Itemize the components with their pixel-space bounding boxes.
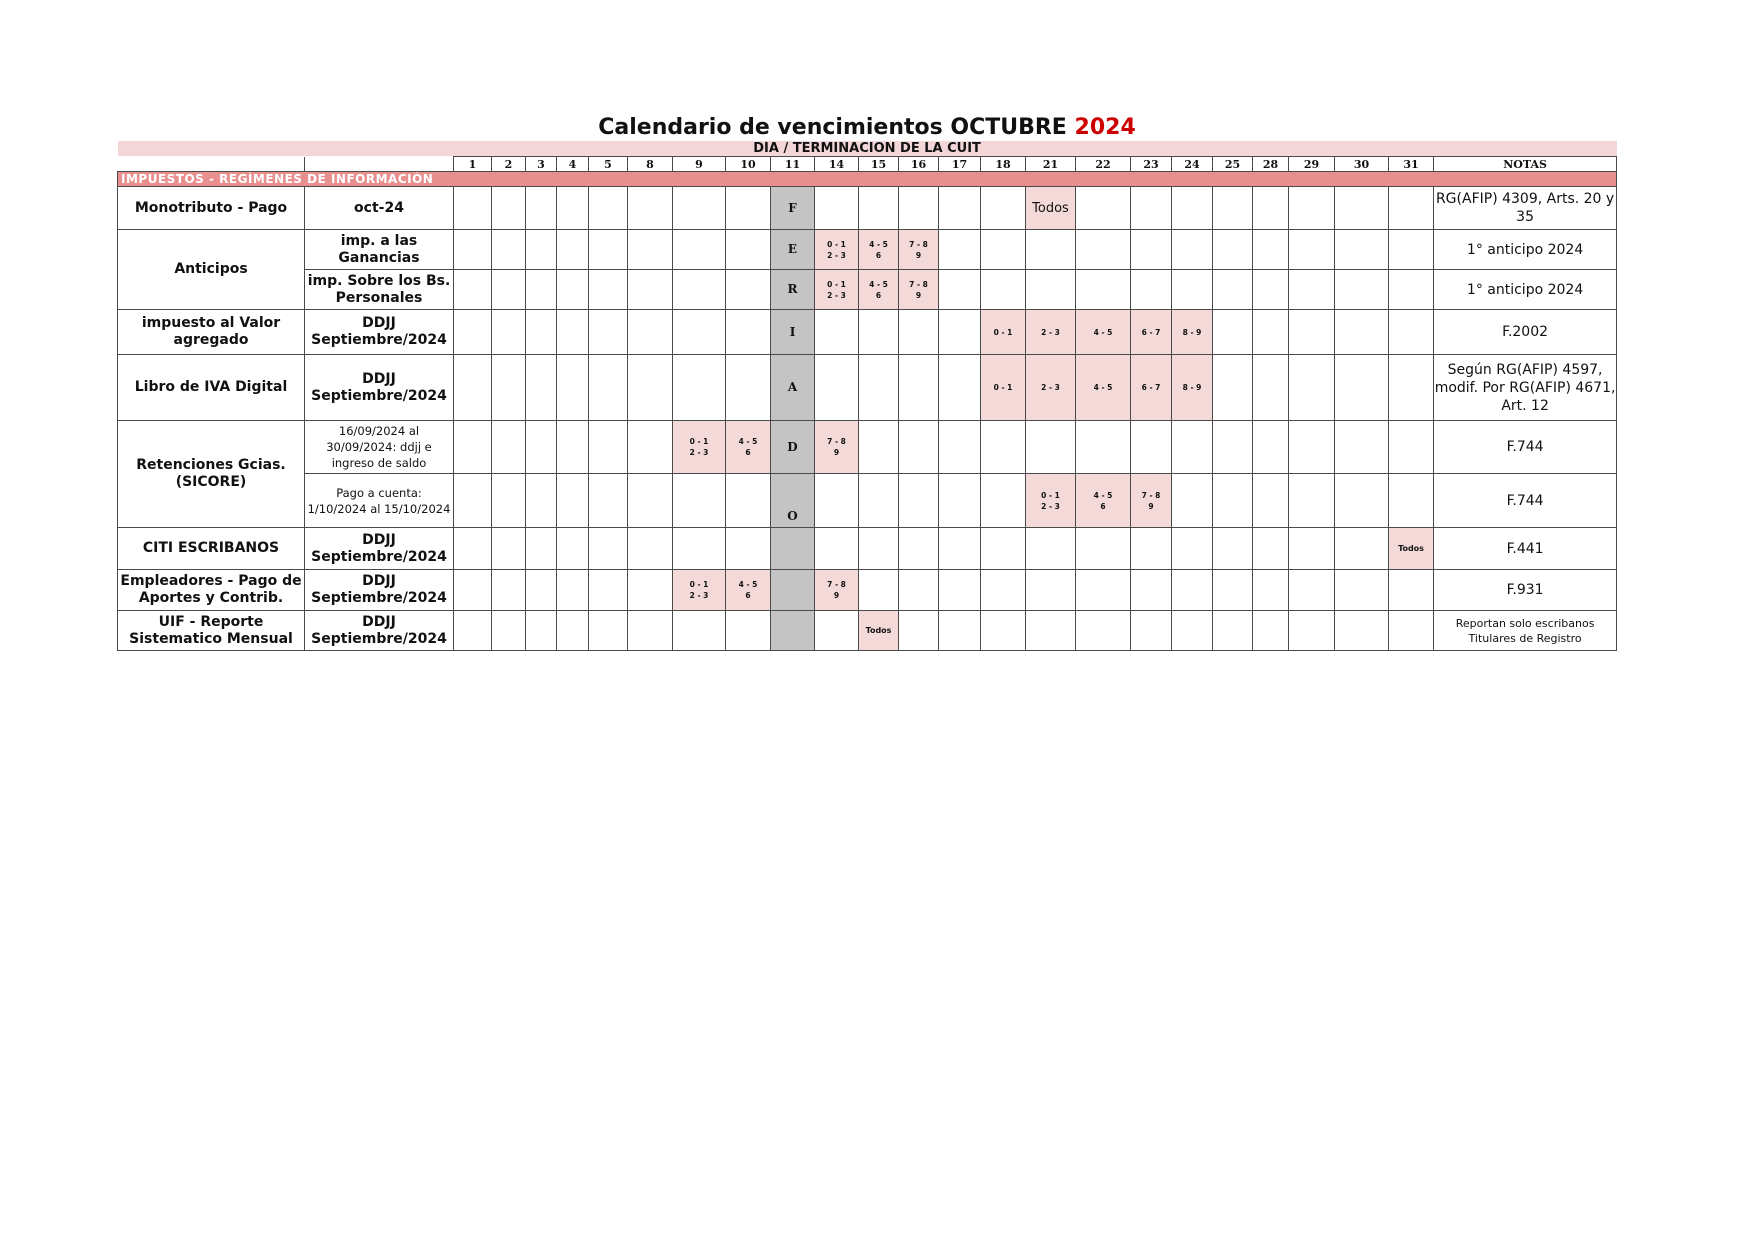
day-header: 28	[1253, 157, 1289, 172]
row-label: Monotributo - Pago	[118, 187, 305, 230]
day-header: 16	[899, 157, 939, 172]
table-row	[118, 230, 1617, 270]
cuit-group: 0 - 1 2 - 3	[689, 580, 709, 600]
cuit-group: 7 - 8 9	[909, 279, 928, 300]
row-label: UIF - Reporte Sistematico Mensual	[118, 611, 305, 651]
cuit-group: 2 - 3	[1041, 383, 1060, 392]
row-sublabel: DDJJ Septiembre/2024	[305, 310, 454, 355]
feriado-cell: A	[771, 355, 815, 421]
row-note: Según RG(AFIP) 4597, modif. Por RG(AFIP) 4671, Art. 12	[1434, 355, 1617, 421]
table-row	[118, 421, 1617, 474]
row-sublabel: imp. Sobre los Bs. Personales	[305, 270, 454, 310]
row-note: F.744	[1434, 474, 1617, 528]
table-row	[118, 570, 1617, 611]
feriado-cell: O	[771, 474, 815, 528]
day-header: 30	[1335, 157, 1389, 172]
day-header: 14	[815, 157, 859, 172]
deadlines-table	[117, 141, 1617, 651]
feriado-cell: D	[771, 421, 815, 474]
cuit-group: 0 - 1 2 - 3	[689, 437, 709, 457]
row-label: impuesto al Valor agregado	[118, 310, 305, 355]
day-header: 1	[454, 157, 492, 172]
row-note: F.744	[1434, 421, 1617, 474]
row-note: 1° anticipo 2024	[1434, 230, 1617, 270]
cuit-group: 4 - 5	[1093, 327, 1113, 337]
feriado-cell	[771, 570, 815, 611]
header-blank	[118, 157, 305, 172]
calendar-sheet	[117, 114, 1617, 651]
row-note: F.441	[1434, 528, 1617, 570]
table-row	[118, 187, 1617, 230]
day-header: 31	[1389, 157, 1434, 172]
table-row	[118, 474, 1617, 528]
day-header: 23	[1131, 157, 1172, 172]
row-note: F.2002	[1434, 310, 1617, 355]
page-title	[117, 114, 1617, 141]
feriado-cell: R	[771, 270, 815, 310]
table-row	[118, 355, 1617, 421]
cuit-group: 0 - 1	[993, 327, 1013, 337]
day-header: 8	[628, 157, 673, 172]
cuit-group: 4 - 5 6	[869, 239, 888, 260]
row-sublabel: DDJJ Septiembre/2024	[305, 355, 454, 421]
row-sublabel: oct-24	[305, 187, 454, 230]
cuit-group: 6 - 7	[1141, 327, 1161, 337]
day-header: 18	[981, 157, 1026, 172]
section-header: IMPUESTOS - REGÍMENES DE INFORMACIÓN	[118, 172, 1617, 187]
row-note: Reportan solo escribanos Titulares de Registro	[1434, 611, 1617, 651]
day-header: 11	[771, 157, 815, 172]
row-sublabel: imp. a las Ganancias	[305, 230, 454, 270]
cuit-group: 0 - 1	[993, 383, 1013, 392]
day-header: 2	[492, 157, 526, 172]
row-sublabel: Pago a cuenta: 1/10/2024 al 15/10/2024	[305, 474, 454, 528]
cuit-group: 7 - 8 9	[909, 239, 928, 260]
feriado-cell: E	[771, 230, 815, 270]
cuit-group: 2 - 3	[1041, 327, 1060, 337]
feriado-cell: I	[771, 310, 815, 355]
row-note: 1° anticipo 2024	[1434, 270, 1617, 310]
deadline-cell: Todos	[1026, 187, 1076, 230]
cuit-group: 8 - 9	[1182, 327, 1202, 337]
table-row	[118, 310, 1617, 355]
feriado-cell: F	[771, 187, 815, 230]
subtitle: DÍA / TERMINACIÓN DE LA CUIT	[118, 141, 1617, 157]
cuit-group: 0 - 1 2 - 3	[1041, 490, 1060, 511]
deadline-cell: Todos	[1389, 528, 1434, 570]
deadline-cell: Todos	[859, 611, 899, 651]
cuit-group: 7 - 8 9	[1141, 490, 1161, 511]
cuit-group: 7 - 8 9	[827, 580, 846, 600]
table-row	[118, 270, 1617, 310]
day-header: 5	[589, 157, 628, 172]
cuit-group: 0 - 1 2 - 3	[827, 239, 846, 260]
day-header: 9	[673, 157, 726, 172]
cuit-group: 6 - 7	[1141, 383, 1161, 392]
header-blank	[305, 157, 454, 172]
row-label: CITI ESCRIBANOS	[118, 528, 305, 570]
day-header: 3	[526, 157, 557, 172]
day-header: 24	[1172, 157, 1213, 172]
day-header: 4	[557, 157, 589, 172]
cuit-group: 4 - 5 6	[738, 437, 758, 457]
cuit-group: 7 - 8 9	[827, 437, 846, 457]
row-sublabel: DDJJ Septiembre/2024	[305, 611, 454, 651]
days-header-row	[118, 157, 1617, 172]
feriado-cell	[771, 528, 815, 570]
row-note: RG(AFIP) 4309, Arts. 20 y 35	[1434, 187, 1617, 230]
feriado-cell	[771, 611, 815, 651]
day-header: 29	[1289, 157, 1335, 172]
cuit-group: 4 - 5	[1093, 383, 1113, 392]
day-header: 25	[1213, 157, 1253, 172]
row-sublabel: DDJJ Septiembre/2024	[305, 570, 454, 611]
cuit-group: 4 - 5 6	[1093, 490, 1113, 511]
subtitle-row	[118, 141, 1617, 157]
cuit-group: 4 - 5 6	[869, 279, 888, 300]
row-sublabel: DDJJ Septiembre/2024	[305, 528, 454, 570]
cuit-group: 0 - 1 2 - 3	[827, 279, 846, 300]
row-label: Libro de IVA Digital	[118, 355, 305, 421]
cuit-group: 4 - 5 6	[738, 580, 758, 600]
row-label: Retenciones Gcias. (SICORE)	[118, 421, 305, 528]
row-sublabel: 16/09/2024 al 30/09/2024: ddjj e ingreso de saldo	[305, 421, 454, 474]
row-label: Empleadores - Pago de Aportes y Contrib.	[118, 570, 305, 611]
cuit-group: 8 - 9	[1182, 383, 1202, 392]
notes-header: NOTAS	[1434, 157, 1617, 172]
day-header: 10	[726, 157, 771, 172]
title-main: Calendario de vencimientos OCTUBRE	[598, 115, 1067, 140]
section-row	[118, 172, 1617, 187]
day-header: 21	[1026, 157, 1076, 172]
table-row	[118, 611, 1617, 651]
day-header: 15	[859, 157, 899, 172]
table-row	[118, 528, 1617, 570]
row-label: Anticipos	[118, 230, 305, 310]
row-note: F.931	[1434, 570, 1617, 611]
day-header: 22	[1076, 157, 1131, 172]
day-header: 17	[939, 157, 981, 172]
title-year: 2024	[1074, 115, 1136, 140]
